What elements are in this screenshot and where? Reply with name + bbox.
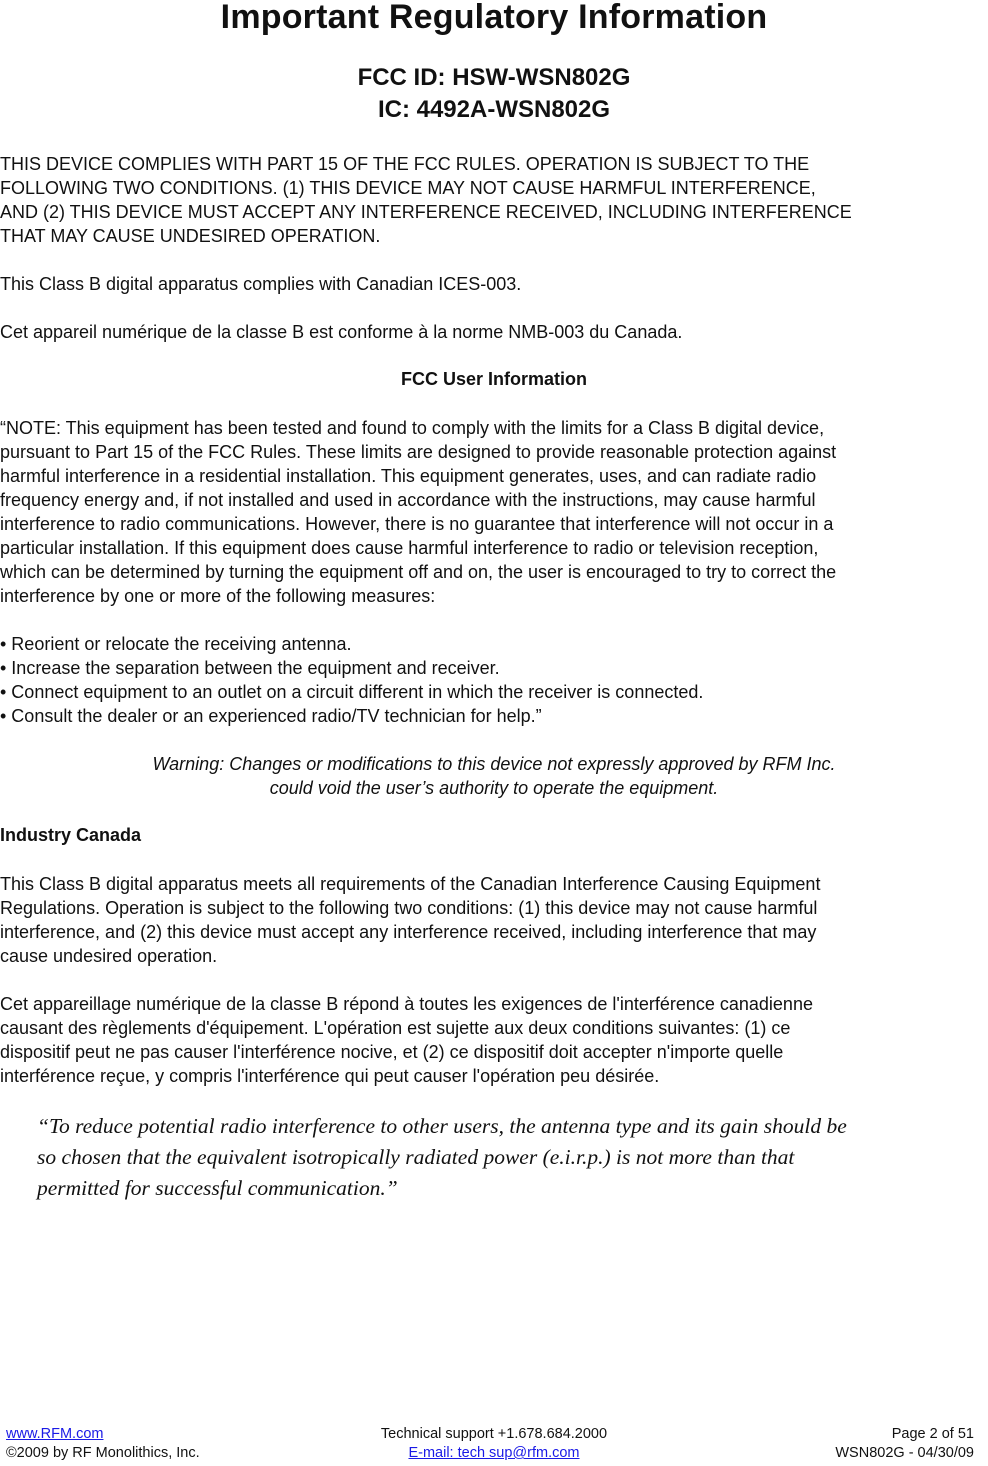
note-line: frequency energy and, if not installed and used in accordance with the instructions, may cause harmful bbox=[0, 490, 816, 510]
ic-fr-line: interférence reçue, y compris l'interférence qui peut causer l'opération peu désirée. bbox=[0, 1066, 660, 1086]
list-item: • Increase the separation between the equipment and receiver. bbox=[0, 658, 500, 678]
quote-line: permitted for successful communication.” bbox=[37, 1176, 398, 1200]
list-item: • Reorient or relocate the receiving antenna. bbox=[0, 634, 352, 654]
ic-fr-line: causant des règlements d'équipement. L'opération est sujette aux deux conditions suivantes: (1) ce bbox=[0, 1018, 791, 1038]
warning-line: Warning: Changes or modifications to this device not expressly approved by RFM Inc. bbox=[152, 754, 836, 774]
note-line: interference to radio communications. However, there is no guarantee that interference will not occur in a bbox=[0, 514, 834, 534]
website-link[interactable]: www.RFM.com bbox=[6, 1426, 104, 1442]
fcc-id: FCC ID: HSW-WSN802G bbox=[357, 64, 631, 91]
ic-fr-line: dispositif peut ne pas causer l'interférence nocive, et (2) ce dispositif doit accepter n'importe quelle bbox=[0, 1042, 784, 1062]
note-line: which can be determined by turning the equipment off and on, the user is encouraged to try to correct the bbox=[0, 562, 837, 582]
ic-en-line: This Class B digital apparatus meets all requirements of the Canadian Interference Causing Equipment bbox=[0, 874, 821, 894]
compliance-line: THIS DEVICE COMPLIES WITH PART 15 OF THE FCC RULES. OPERATION IS SUBJECT TO THE bbox=[0, 154, 810, 174]
document-reference: WSN802G - 04/30/09 bbox=[835, 1445, 974, 1461]
note-line: particular installation. If this equipment does cause harmful interference to radio or television reception, bbox=[0, 538, 819, 558]
class-b-french: Cet appareil numérique de la classe B est conforme à la norme NMB-003 du Canada. bbox=[0, 322, 683, 342]
class-b-english: This Class B digital apparatus complies with Canadian ICES-003. bbox=[0, 274, 522, 294]
ic-en-line: cause undesired operation. bbox=[0, 946, 218, 966]
note-line: “NOTE: This equipment has been tested and found to comply with the limits for a Class B digital device, bbox=[0, 418, 825, 438]
ic-fr-line: Cet appareillage numérique de la classe B répond à toutes les exigences de l'interférence canadienne bbox=[0, 994, 813, 1014]
compliance-line: FOLLOWING TWO CONDITIONS. (1) THIS DEVICE MAY NOT CAUSE HARMFUL INTERFERENCE, bbox=[0, 178, 816, 198]
page-title: Important Regulatory Information bbox=[220, 0, 768, 36]
note-line: harmful interference in a residential installation. This equipment generates, uses, and can radiate radio bbox=[0, 466, 817, 486]
note-line: interference by one or more of the following measures: bbox=[0, 586, 436, 606]
page-number: Page 2 of 51 bbox=[891, 1426, 974, 1442]
page-footer bbox=[0, 1426, 988, 1464]
quote-line: “To reduce potential radio interference to other users, the antenna type and its gain should be bbox=[37, 1114, 847, 1138]
list-item: • Consult the dealer or an experienced radio/TV technician for help.” bbox=[0, 706, 542, 726]
industry-canada-heading: Industry Canada bbox=[0, 825, 142, 845]
email-link[interactable]: E-mail: tech sup@rfm.com bbox=[408, 1445, 580, 1461]
ic-id: IC: 4492A-WSN802G bbox=[377, 96, 611, 123]
note-line: pursuant to Part 15 of the FCC Rules. These limits are designed to provide reasonable protection against bbox=[0, 442, 837, 462]
ic-en-line: interference, and (2) this device must accept any interference received, including interference that may bbox=[0, 922, 817, 942]
list-item: • Connect equipment to an outlet on a circuit different in which the receiver is connected. bbox=[0, 682, 704, 702]
compliance-line: THAT MAY CAUSE UNDESIRED OPERATION. bbox=[0, 226, 381, 246]
tech-support: Technical support +1.678.684.2000 bbox=[380, 1426, 608, 1442]
quote-line: so chosen that the equivalent isotropically radiated power (e.i.r.p.) is not more than that bbox=[37, 1145, 795, 1169]
compliance-line: AND (2) THIS DEVICE MUST ACCEPT ANY INTERFERENCE RECEIVED, INCLUDING INTERFERENCE bbox=[0, 202, 852, 222]
warning-line: could void the user’s authority to operate the equipment. bbox=[269, 778, 719, 798]
copyright: ©2009 by RF Monolithics, Inc. bbox=[6, 1445, 200, 1461]
ic-en-line: Regulations. Operation is subject to the following two conditions: (1) this device may not cause harmful bbox=[0, 898, 818, 918]
fcc-user-heading: FCC User Information bbox=[400, 369, 587, 389]
